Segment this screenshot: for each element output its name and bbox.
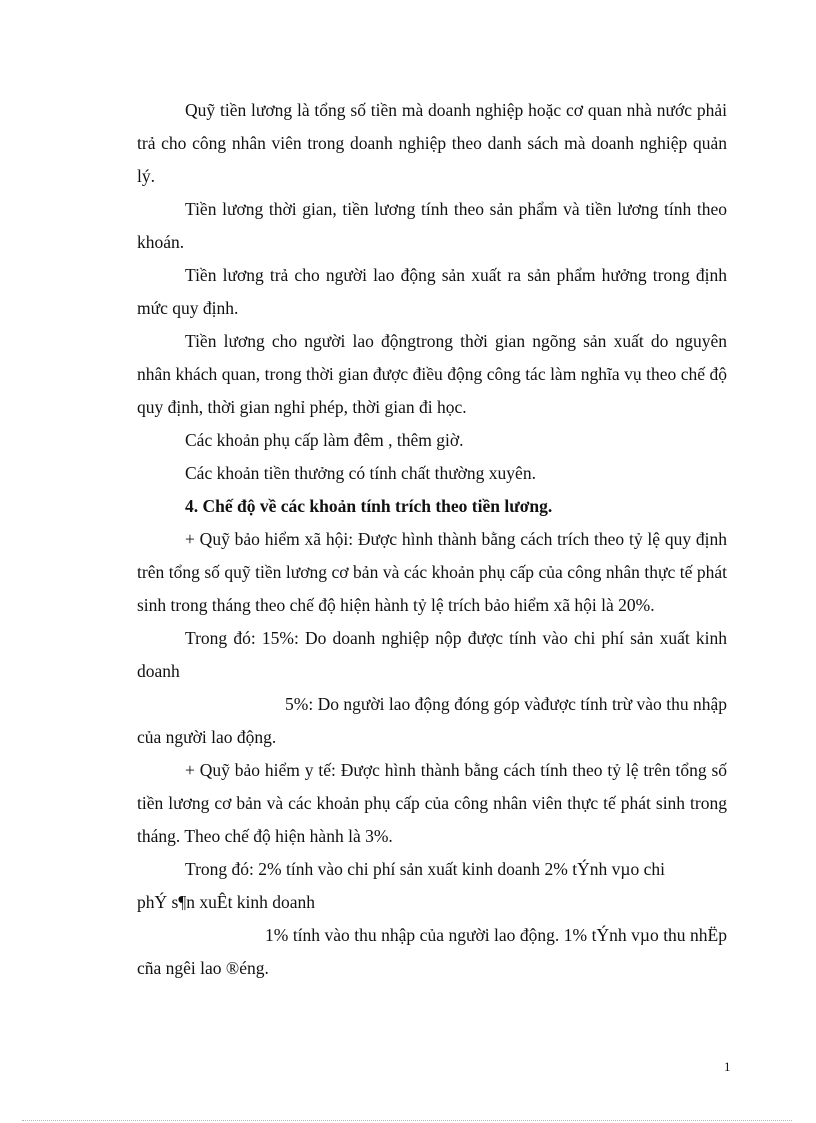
paragraph-health-insurance-split-employee: 1% tính vào thu nhập của người lao động. 1% tÝnh vµo thu nhËp cña ngêi lao ®éng. — [137, 925, 727, 978]
page-border — [22, 1120, 792, 1121]
paragraph-salary-fund: Quỹ tiền lương là tổng số tiền mà doanh nghiệp hoặc cơ quan nhà nước phải trả cho công nhân viên trong doanh nghiệp theo danh sách mà doanh nghiệp quản lý. — [137, 100, 727, 186]
section-heading: 4. Chế độ về các khoản tính trích theo tiền lương. — [185, 496, 553, 516]
paragraph-health-insurance-split-enterprise-cont: phÝ s¶n xuÊt kinh doanh — [137, 892, 316, 912]
paragraph-health-insurance-split-enterprise: Trong đó: 2% tính vào chi phí sản xuất kinh doanh 2% tÝnh vµo chi — [185, 859, 665, 879]
paragraph-social-insurance: + Quỹ bảo hiểm xã hội: Được hình thành bằng cách trích theo tỷ lệ quy định trên tổng số quỹ tiền lương cơ bản và các khoản phụ cấp của công nhân thực tế phát sinh trong tháng theo chế độ hiện hành tỷ lệ trích bảo hiểm xã hội là 20%. — [137, 529, 727, 615]
page-number: 1 — [724, 1059, 731, 1074]
paragraph-social-insurance-split-enterprise: Trong đó: 15%: Do doanh nghiệp nộp được tính vào chi phí sản xuất kinh doanh — [137, 628, 727, 681]
paragraph-bonuses: Các khoản tiền thưởng có tính chất thường xuyên. — [185, 463, 536, 483]
paragraph-social-insurance-split-employee: 5%: Do người lao động đóng góp vàđược tính trừ vào thu nhập của người lao động. — [137, 694, 727, 747]
paragraph-allowances: Các khoản phụ cấp làm đêm , thêm giờ. — [185, 430, 464, 450]
paragraph-salary-types: Tiền lương thời gian, tiền lương tính theo sản phẩm và tiền lương tính theo khoán. — [137, 199, 727, 252]
paragraph-downtime-salary: Tiền lương cho người lao độngtrong thời gian ngõng sản xuất do nguyên nhân khách quan, trong thời gian được điều động công tác làm nghĩa vụ theo chế độ quy định, thời gian nghỉ phép, thời gian đi học. — [137, 331, 727, 417]
document-page — [137, 94, 727, 985]
paragraph-production-salary: Tiền lương trả cho người lao động sản xuất ra sản phẩm hưởng trong định mức quy định. — [137, 265, 727, 318]
paragraph-health-insurance: + Quỹ bảo hiểm y tế: Được hình thành bằng cách tính theo tỷ lệ trên tổng số tiền lương cơ bản và các khoản phụ cấp của công nhân viên thực tế phát sinh trong tháng. Theo chế độ hiện hành là 3%. — [137, 760, 727, 846]
